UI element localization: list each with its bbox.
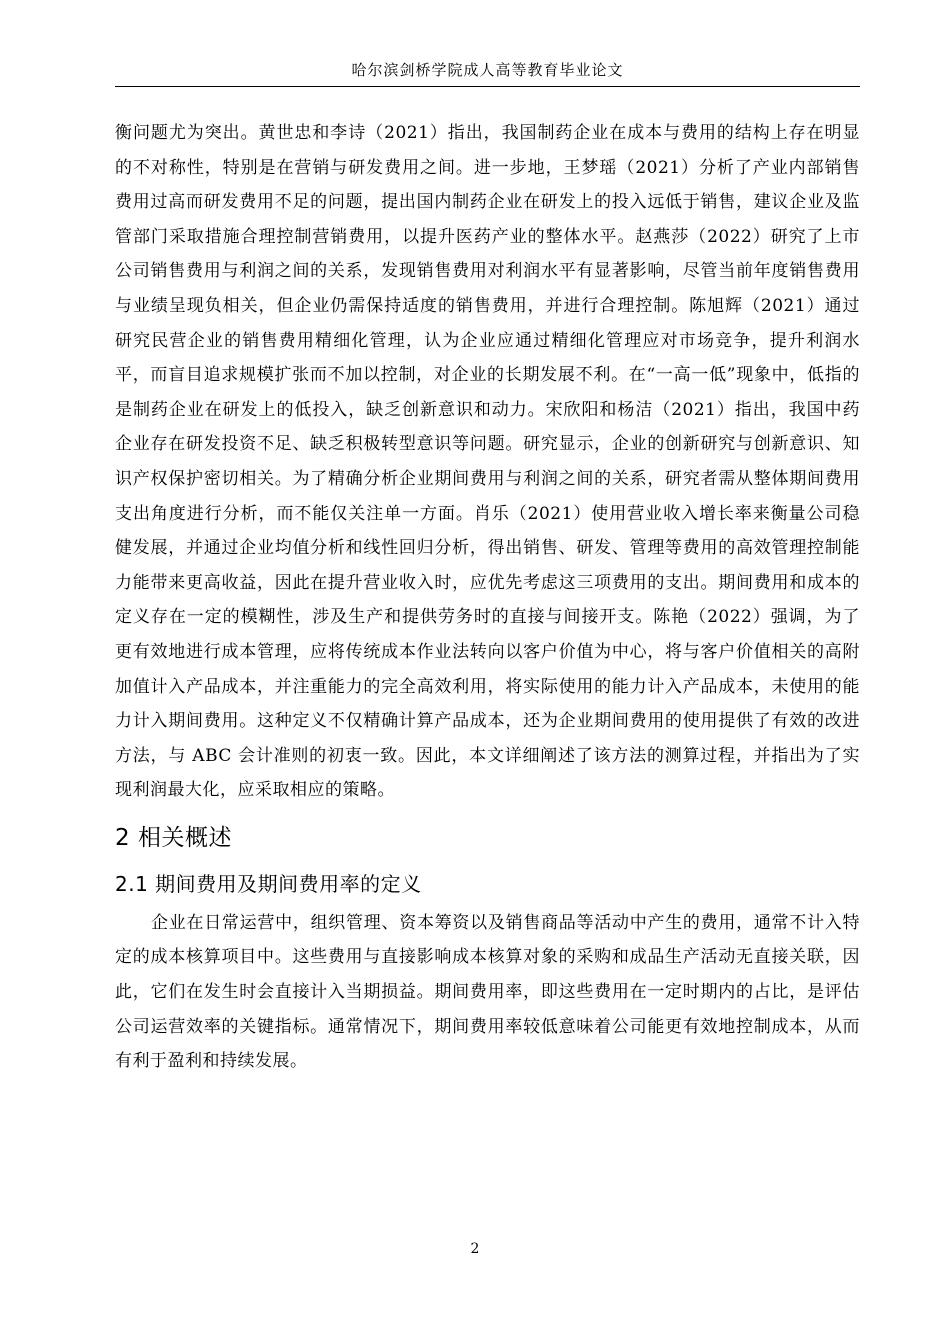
subsection-heading: 2.1 期间费用及期间费用率的定义 bbox=[115, 871, 422, 896]
section-heading: 2 相关概述 bbox=[115, 824, 232, 851]
page-number: 2 bbox=[470, 1241, 480, 1257]
body-paragraph: 企业在日常运营中，组织管理、资本筹资以及销售商品等活动中产生的费用，通常不计入特定的成本核算项目中。这些费用与直接影响成本核算对象的采购和成品生产活动无直接关联，因此，它们在发生时会直接计入当期损益。期间费用率，即这些费用在一定时期内的占比，是评估公司运营效率的关键指标。通常情况下，期间费用率较低意味着公司能更有效地控制成本，从而有利于盈利和持续发展。 bbox=[115, 912, 860, 1072]
body-paragraph: 衡问题尤为突出。黄世忠和李诗（2021）指出，我国制药企业在成本与费用的结构上存在明显的不对称性，特别是在营销与研发费用之间。进一步地，王梦瑶（2021）分析了产业内部销售费用过高而研发费用不足的问题，提出国内制药企业在研发上的投入远低于销售，建议企业及监管部门采取措施合理控制营销费用，以提升医药产业的整体水平。赵燕莎（2022）研究了上市公司销售费用与利润之间的关系，发现销售费用对利润水平有显著影响，尽管当前年度销售费用与业绩呈现负相关，但企业仍需保持适度的销售费用，并进行合理控制。陈旭辉（2021）通过研究民营企业的销售费用精细化管理，认为企业应通过精细化管理应对市场竞争，提升利润水平，而盲目追求规模扩张而不加以控制，对企业的长期发展不利。在“一高一低”现象中，低指的是制药企业在研发上的低投入，缺乏创新意识和动力。宋欣阳和杨洁（2021）指出，我国中药企业存在研发投资不足、缺乏积极转型意识等问题。研究显示，企业的创新研究与创新意识、知识产权保护密切相关。为了精确分析企业期间费用与利润之间的关系，研究者需从整体期间费用支出角度进行分析，而不能仅关注单一方面。肖乐（2021）使用营业收入增长率来衡量公司稳健发展，并通过企业均值分析和线性回归分析，得出销售、研发、管理等费用的高效管理控制能力能带来更高收益，因此在提升营业收入时，应优先考虑这三项费用的支出。期间费用和成本的定义存在一定的模糊性，涉及生产和提供劳务时的直接与间接开支。陈艳（2022）强调，为了更有效地进行成本管理，应将传统成本作业法转向以客户价值为中心，将与客户价值相关的高附加值计入产品成本，并注重能力的完全高效利用，将实际使用的能力计入产品成本，未使用的能力计入期间费用。这种定义不仅精确计算产品成本，还为企业期间费用的使用提供了有效的改进方法，与 ABC 会计准则的初衷一致。因此，本文详细阐述了该方法的测算过程，并指出为了实现利润最大化，应采取相应的策略。 bbox=[115, 123, 860, 801]
document-body bbox=[115, 116, 860, 1079]
page-header: 哈尔滨剑桥学院成人高等教育毕业论文 bbox=[351, 61, 624, 79]
header-divider bbox=[115, 86, 860, 87]
